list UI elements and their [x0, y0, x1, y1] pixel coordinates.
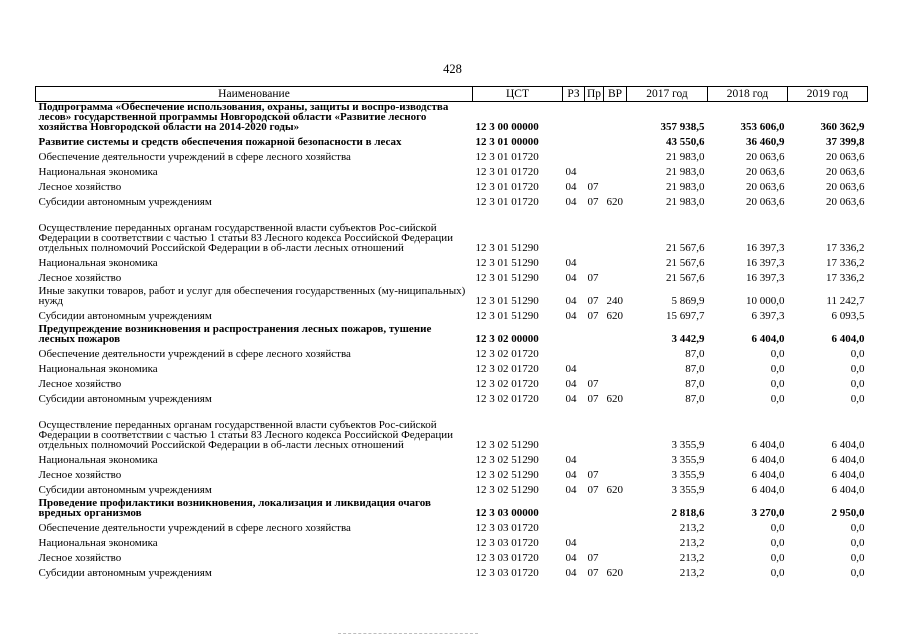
- row-cst: 12 3 02 51290: [475, 469, 539, 481]
- row-vr: [604, 495, 627, 518]
- row-pr: 07: [587, 393, 599, 405]
- row-name: Проведение профилактики возникновения, локализация и ликвидация очагов вредных организмов: [38, 497, 431, 519]
- table-row: [36, 450, 868, 465]
- row-vr: 620: [606, 196, 623, 208]
- row-vr: [604, 465, 627, 480]
- row-2018: 6 404,0: [751, 333, 785, 345]
- budget-table: [35, 86, 868, 578]
- table-row: [36, 162, 868, 177]
- row-2017: 21 567,6: [666, 257, 705, 269]
- row-2017: 87,0: [685, 363, 705, 375]
- row-2019: 0,0: [850, 363, 865, 375]
- row-cst: 12 3 02 51290: [475, 454, 539, 466]
- row-2018: 0,0: [770, 522, 785, 534]
- row-rz: [563, 207, 585, 253]
- row-pr: [585, 162, 604, 177]
- row-pr: 07: [587, 552, 599, 564]
- footer-mark: [338, 633, 478, 638]
- page-number: 428: [443, 62, 462, 76]
- row-2019: 2 950,0: [831, 507, 865, 519]
- row-cst: 12 3 03 00000: [475, 507, 539, 519]
- row-2017: 213,2: [679, 522, 705, 534]
- row-cst: 12 3 00 00000: [475, 121, 539, 133]
- header-name: Наименование: [36, 87, 473, 102]
- row-name: Национальная экономика: [38, 454, 158, 466]
- row-2017: 21 567,6: [666, 242, 705, 254]
- row-vr: [604, 548, 627, 563]
- row-pr: [585, 321, 604, 344]
- row-vr: 620: [606, 484, 623, 496]
- row-rz: 04: [565, 310, 577, 322]
- row-2018: 0,0: [770, 378, 785, 390]
- row-2019: 6 404,0: [831, 333, 865, 345]
- row-2017: 21 983,0: [666, 196, 705, 208]
- row-vr: [604, 518, 627, 533]
- row-pr: 07: [587, 295, 599, 307]
- row-rz: [563, 404, 585, 450]
- row-2019: 0,0: [850, 537, 865, 549]
- row-pr: [585, 450, 604, 465]
- row-2019: 37 399,8: [826, 136, 865, 148]
- row-rz: 04: [565, 181, 577, 193]
- row-2018: 6 404,0: [751, 454, 785, 466]
- row-2017: 3 355,9: [671, 469, 705, 481]
- row-2017: 21 983,0: [666, 166, 705, 178]
- row-rz: [563, 132, 585, 147]
- table-row: [36, 495, 868, 518]
- row-2018: 0,0: [770, 552, 785, 564]
- row-name: Лесное хозяйство: [38, 181, 122, 193]
- row-2017: 213,2: [679, 537, 705, 549]
- row-rz: 04: [565, 257, 577, 269]
- row-2017: 3 355,9: [671, 439, 705, 451]
- table-body: [36, 102, 868, 579]
- row-name: Обеспечение деятельности учреждений в сфере лесного хозяйства: [38, 151, 351, 163]
- row-2019: 0,0: [850, 378, 865, 390]
- row-rz: 04: [565, 537, 577, 549]
- row-vr: [604, 177, 627, 192]
- row-pr: [585, 518, 604, 533]
- row-cst: 12 3 01 00000: [475, 136, 539, 148]
- row-cst: 12 3 03 01720: [475, 522, 539, 534]
- row-2018: 36 460,9: [746, 136, 785, 148]
- row-rz: [563, 147, 585, 162]
- table-row: [36, 268, 868, 283]
- row-name: Лесное хозяйство: [38, 552, 122, 564]
- row-rz: 04: [565, 567, 577, 579]
- row-2018: 20 063,6: [746, 196, 785, 208]
- row-vr: [604, 359, 627, 374]
- row-2019: 0,0: [850, 348, 865, 360]
- table-row: [36, 465, 868, 480]
- row-2017: 2 818,6: [671, 507, 705, 519]
- row-2017: 3 442,9: [671, 333, 705, 345]
- row-2018: 0,0: [770, 393, 785, 405]
- row-2019: 360 362,9: [820, 121, 865, 133]
- row-2019: 6 093,5: [831, 310, 865, 322]
- row-name: Предупреждение возникновения и распространения лесных пожаров, тушение лесных пожаров: [38, 323, 432, 345]
- row-2017: 21 567,6: [666, 272, 705, 284]
- row-cst: 12 3 01 51290: [475, 272, 539, 284]
- row-cst: 12 3 01 01720: [475, 151, 539, 163]
- row-name: Субсидии автономным учреждениям: [38, 196, 212, 208]
- row-pr: [585, 102, 604, 133]
- row-2017: 87,0: [685, 393, 705, 405]
- row-pr: [585, 404, 604, 450]
- row-cst: 12 3 02 51290: [475, 439, 539, 451]
- row-vr: 240: [606, 295, 623, 307]
- table-row: [36, 563, 868, 578]
- row-rz: [563, 102, 585, 133]
- row-cst: 12 3 03 01720: [475, 567, 539, 579]
- row-2018: 16 397,3: [746, 257, 785, 269]
- row-name: Развитие системы и средств обеспечения пожарной безопасности в лесах: [38, 136, 402, 148]
- row-2018: 20 063,6: [746, 166, 785, 178]
- header-2019: 2019 год: [788, 87, 868, 102]
- row-pr: 07: [587, 378, 599, 390]
- row-2018: 6 404,0: [751, 439, 785, 451]
- row-name: Национальная экономика: [38, 363, 158, 375]
- row-2019: 6 404,0: [831, 484, 865, 496]
- row-2018: 3 270,0: [751, 507, 785, 519]
- table-row: [36, 480, 868, 495]
- row-rz: 04: [565, 196, 577, 208]
- table-row: [36, 359, 868, 374]
- row-pr: 07: [587, 567, 599, 579]
- table-row: [36, 132, 868, 147]
- row-rz: 04: [565, 454, 577, 466]
- row-2017: 43 550,6: [666, 136, 705, 148]
- row-rz: [563, 321, 585, 344]
- table-row: [36, 192, 868, 207]
- row-vr: [604, 268, 627, 283]
- row-2019: 20 063,6: [826, 196, 865, 208]
- row-2019: 20 063,6: [826, 181, 865, 193]
- table-row: [36, 404, 868, 450]
- row-2019: 20 063,6: [826, 151, 865, 163]
- row-rz: 04: [565, 378, 577, 390]
- row-rz: 04: [565, 166, 577, 178]
- row-cst: 12 3 02 00000: [475, 333, 539, 345]
- row-2018: 16 397,3: [746, 272, 785, 284]
- row-name: Национальная экономика: [38, 257, 158, 269]
- table-row: [36, 374, 868, 389]
- row-vr: [604, 321, 627, 344]
- row-2017: 213,2: [679, 567, 705, 579]
- row-cst: 12 3 01 51290: [475, 295, 539, 307]
- row-2019: 6 404,0: [831, 454, 865, 466]
- table-row: [36, 321, 868, 344]
- row-name: Субсидии автономным учреждениям: [38, 393, 212, 405]
- row-vr: [604, 533, 627, 548]
- row-name: Национальная экономика: [38, 166, 158, 178]
- row-rz: [563, 344, 585, 359]
- row-name: Обеспечение деятельности учреждений в сфере лесного хозяйства: [38, 348, 351, 360]
- row-2019: 6 404,0: [831, 439, 865, 451]
- row-2018: 0,0: [770, 537, 785, 549]
- row-vr: [604, 404, 627, 450]
- row-cst: 12 3 02 01720: [475, 378, 539, 390]
- row-rz: 04: [565, 393, 577, 405]
- row-cst: 12 3 01 51290: [475, 310, 539, 322]
- row-2019: 0,0: [850, 522, 865, 534]
- row-pr: 07: [587, 196, 599, 208]
- row-2017: 21 983,0: [666, 181, 705, 193]
- row-pr: [585, 132, 604, 147]
- table-row: [36, 147, 868, 162]
- row-pr: [585, 359, 604, 374]
- row-vr: 620: [606, 393, 623, 405]
- row-pr: 07: [587, 181, 599, 193]
- row-pr: [585, 344, 604, 359]
- row-pr: [585, 533, 604, 548]
- row-2017: 87,0: [685, 378, 705, 390]
- row-2017: 3 355,9: [671, 484, 705, 496]
- row-vr: 620: [606, 310, 623, 322]
- row-pr: 07: [587, 272, 599, 284]
- row-2019: 0,0: [850, 552, 865, 564]
- row-vr: [604, 162, 627, 177]
- row-name: Субсидии автономным учреждениям: [38, 310, 212, 322]
- table-header-row: [36, 87, 868, 102]
- table-row: [36, 253, 868, 268]
- row-2019: 0,0: [850, 567, 865, 579]
- row-pr: [585, 495, 604, 518]
- row-rz: 04: [565, 484, 577, 496]
- row-rz: 04: [565, 363, 577, 375]
- row-2018: 0,0: [770, 363, 785, 375]
- row-2019: 17 336,2: [826, 272, 865, 284]
- row-2019: 17 336,2: [826, 257, 865, 269]
- table-row: [36, 207, 868, 253]
- table-row: [36, 102, 868, 133]
- table-row: [36, 533, 868, 548]
- row-2019: 0,0: [850, 393, 865, 405]
- row-vr: [604, 147, 627, 162]
- row-vr: [604, 102, 627, 133]
- row-pr: [585, 207, 604, 253]
- row-2018: 10 000,0: [746, 295, 785, 307]
- row-pr: 07: [587, 484, 599, 496]
- row-cst: 12 3 01 01720: [475, 166, 539, 178]
- row-cst: 12 3 01 01720: [475, 196, 539, 208]
- row-rz: 04: [565, 272, 577, 284]
- row-vr: [604, 253, 627, 268]
- row-pr: [585, 147, 604, 162]
- header-rz: РЗ: [563, 87, 585, 102]
- row-pr: 07: [587, 310, 599, 322]
- table-row: [36, 548, 868, 563]
- table-row: [36, 518, 868, 533]
- row-vr: [604, 207, 627, 253]
- row-name: Лесное хозяйство: [38, 272, 122, 284]
- row-rz: [563, 518, 585, 533]
- row-cst: 12 3 02 01720: [475, 348, 539, 360]
- row-cst: 12 3 02 51290: [475, 484, 539, 496]
- row-2017: 357 938,5: [660, 121, 705, 133]
- row-vr: [604, 344, 627, 359]
- row-2019: 6 404,0: [831, 469, 865, 481]
- table-row: [36, 177, 868, 192]
- row-name: Национальная экономика: [38, 537, 158, 549]
- row-pr: [585, 253, 604, 268]
- row-rz: 04: [565, 469, 577, 481]
- row-name: Осуществление переданных органам государственной власти субъектов Рос-сийской Федерации в соответствии с частью 1 статьи 83 Лесного кодекса Российской Федерации отдельных полномочий Российской Федерации в об-ласти лесных отношений: [38, 222, 454, 254]
- row-2018: 16 397,3: [746, 242, 785, 254]
- row-2019: 20 063,6: [826, 166, 865, 178]
- row-name: Обеспечение деятельности учреждений в сфере лесного хозяйства: [38, 522, 351, 534]
- row-cst: 12 3 01 51290: [475, 242, 539, 254]
- row-2018: 20 063,6: [746, 181, 785, 193]
- row-2017: 87,0: [685, 348, 705, 360]
- row-vr: 620: [606, 567, 623, 579]
- row-cst: 12 3 02 01720: [475, 363, 539, 375]
- row-name: Субсидии автономным учреждениям: [38, 484, 212, 496]
- row-2018: 353 606,0: [740, 121, 785, 133]
- row-vr: [604, 132, 627, 147]
- header-2017: 2017 год: [627, 87, 708, 102]
- row-name: Лесное хозяйство: [38, 469, 122, 481]
- row-2017: 3 355,9: [671, 454, 705, 466]
- row-vr: [604, 450, 627, 465]
- row-2017: 213,2: [679, 552, 705, 564]
- row-2017: 5 869,9: [671, 295, 705, 307]
- header-2018: 2018 год: [708, 87, 788, 102]
- row-2019: 17 336,2: [826, 242, 865, 254]
- table-row: [36, 389, 868, 404]
- row-2018: 6 404,0: [751, 469, 785, 481]
- row-cst: 12 3 01 51290: [475, 257, 539, 269]
- row-name: Иные закупки товаров, работ и услуг для обеспечения государственных (му-ниципальных) нужд: [38, 285, 466, 307]
- header-pr: Пр: [585, 87, 604, 102]
- table-row: [36, 344, 868, 359]
- row-2018: 20 063,6: [746, 151, 785, 163]
- row-rz: 04: [565, 552, 577, 564]
- row-rz: 04: [565, 295, 577, 307]
- row-vr: [604, 374, 627, 389]
- header-vr: ВР: [604, 87, 627, 102]
- row-cst: 12 3 03 01720: [475, 537, 539, 549]
- row-2017: 15 697,7: [666, 310, 705, 322]
- row-2018: 6 397,3: [751, 310, 785, 322]
- row-name: Осуществление переданных органам государственной власти субъектов Рос-сийской Федерации в соответствии с частью 1 статьи 83 Лесного кодекса Российской Федерации отдельных полномочий Российской Федерации в об-ласти лесных отношений: [38, 419, 454, 451]
- row-2018: 0,0: [770, 567, 785, 579]
- header-cst: ЦСТ: [473, 87, 563, 102]
- table-row: [36, 283, 868, 306]
- row-2018: 6 404,0: [751, 484, 785, 496]
- table-row: [36, 306, 868, 321]
- row-cst: 12 3 01 01720: [475, 181, 539, 193]
- row-cst: 12 3 02 01720: [475, 393, 539, 405]
- row-2017: 21 983,0: [666, 151, 705, 163]
- row-name: Лесное хозяйство: [38, 378, 122, 390]
- row-name: Подпрограмма «Обеспечение использования, охраны, защиты и воспро-изводства лесов» государственной программы Новгородской области «Развитие лесного хозяйства Новгородской области на 2014-2020 годы»: [38, 101, 449, 133]
- row-2019: 11 242,7: [826, 295, 865, 307]
- row-name: Субсидии автономным учреждениям: [38, 567, 212, 579]
- row-cst: 12 3 03 01720: [475, 552, 539, 564]
- row-rz: [563, 495, 585, 518]
- row-pr: 07: [587, 469, 599, 481]
- row-2018: 0,0: [770, 348, 785, 360]
